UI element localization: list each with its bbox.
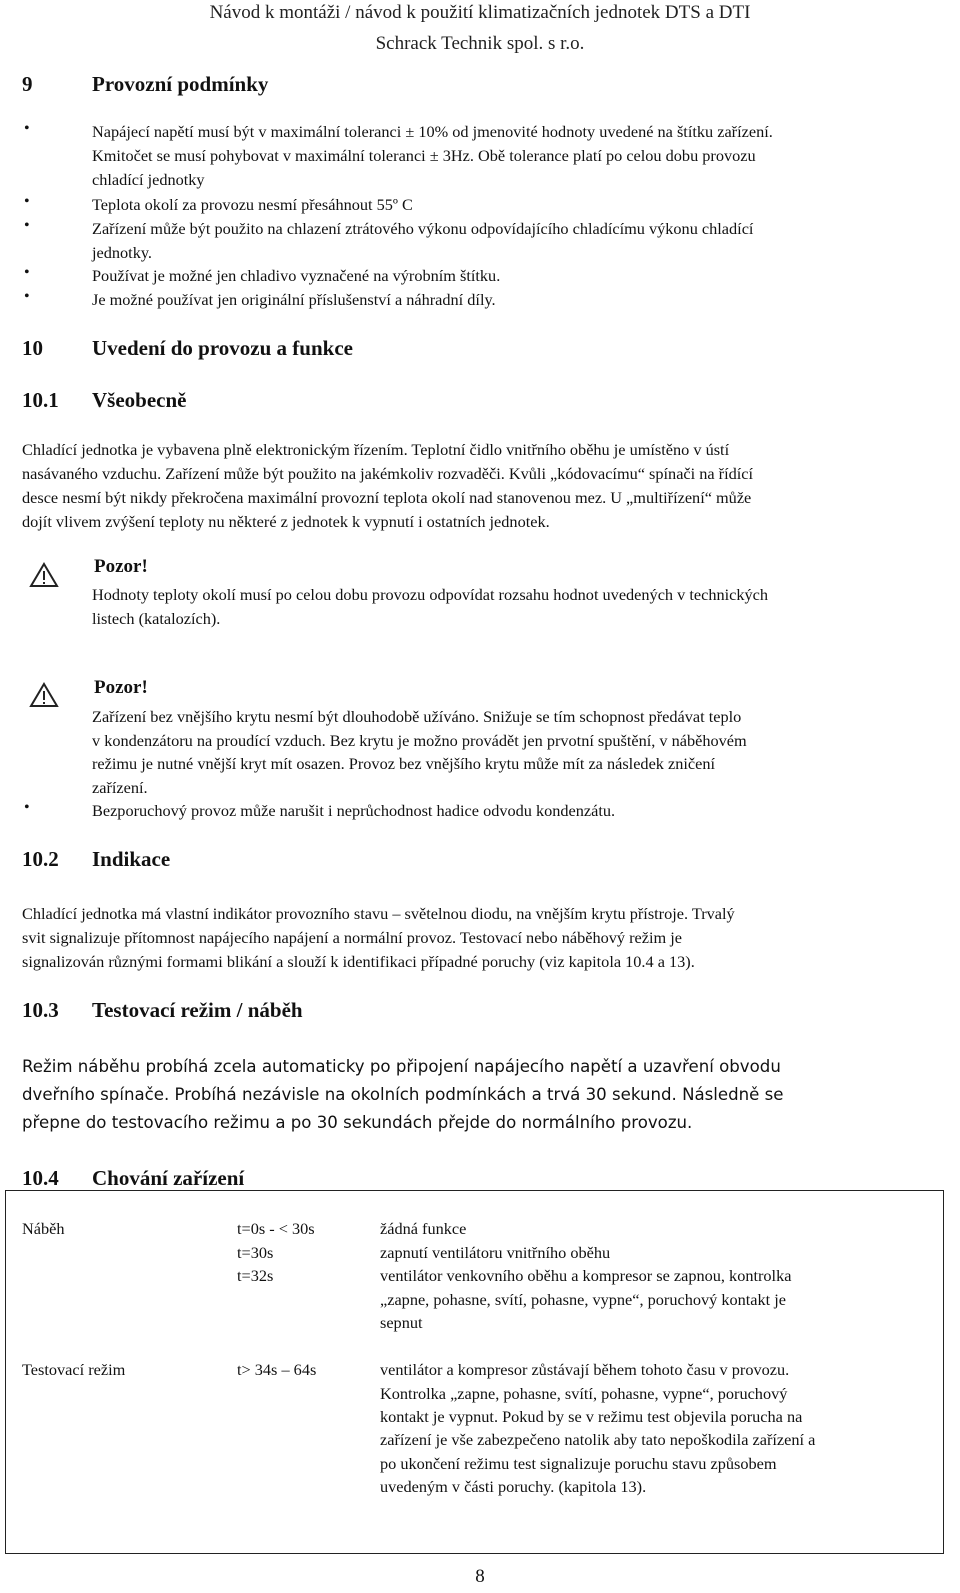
table-row-1-time-3: t=32s <box>237 1266 274 1285</box>
section-10-2-title: Indikace <box>92 847 171 871</box>
s9-bullet-5: Je možné používat jen originální příslušenství a náhradní díly. <box>92 290 496 309</box>
warning-triangle-icon <box>29 562 59 593</box>
warning-2-bullet: Bezporuchový provoz může narušit i neprůchodnost hadice odvodu kondenzátu. <box>92 801 616 820</box>
s9-bullet-3-line-1: Zařízení může být použito na chlazení ztrátového výkonu odpovídajícího chladícímu výkonu chladící <box>92 219 754 238</box>
s101-paragraph-line-1: Chladící jednotka je vybavena plně elektronickým řízením. Teplotní čidlo vnitřního oběhu je umístěno v ústí <box>22 440 730 459</box>
section-10-1-number: 10.1 <box>22 388 59 412</box>
s101-paragraph-line-2: nasávaného vzduchu. Zařízení může být použito na jakémkoliv rozvaděči. Kvůli „kódovacímu“ spínači na řídící <box>22 464 754 483</box>
warning-triangle-icon <box>29 682 59 713</box>
warning-1-line-2: listech (katalozích). <box>92 609 221 628</box>
s102-paragraph-line-3: signalizován různými formami blikání a slouží k identifikaci případné poruchy (viz kapitola 10.4 a 13). <box>22 952 695 971</box>
section-10-4-title: Chování zařízení <box>92 1166 245 1190</box>
bullet-icon: • <box>24 799 30 816</box>
document-header-company: Schrack Technik spol. s r.o. <box>375 33 585 54</box>
s9-bullet-1-line-1: Napájecí napětí musí být v maximální toleranci ± 10% od jmenovité hodnoty uvedené na štítku zařízení. <box>92 122 773 141</box>
warning-1-title: Pozor! <box>94 556 148 577</box>
table-row-1-time-1: t=0s - < 30s <box>237 1219 315 1238</box>
section-10-2-number: 10.2 <box>22 847 59 871</box>
section-10-3-number: 10.3 <box>22 998 59 1022</box>
table-row-1-desc-1: žádná funkce <box>380 1219 467 1238</box>
s103-paragraph-line-1: Režim náběhu probíhá zcela automaticky po připojení napájecího napětí a uzavření obvodu <box>22 1057 781 1076</box>
s102-paragraph-line-2: svit signalizuje přítomnost napájecího napájení a normální provoz. Testovací nebo náběhový režim je <box>22 928 683 947</box>
s9-bullet-1-line-3: chladící jednotky <box>92 170 205 189</box>
s103-paragraph-line-3: přepne do testovacího režimu a po 30 sekundách přejde do normálního provozu. <box>22 1113 693 1132</box>
s102-paragraph-line-1: Chladící jednotka má vlastní indikátor provozního stavu – světelnou diodu, na vnějším krytu přístroje. Trvalý <box>22 904 735 923</box>
section-10-number: 10 <box>22 336 43 360</box>
bullet-icon: • <box>24 288 30 305</box>
table-row-2-desc-2: Kontrolka „zapne, pohasne, svítí, pohasne, vypne“, poruchový <box>380 1384 788 1403</box>
s101-paragraph-line-4: dojít vlivem zvýšení teploty nu některé z jednotek k vypnutí i ostatních jednotek. <box>22 512 550 531</box>
bullet-icon: • <box>24 193 30 210</box>
section-10-title: Uvedení do provozu a funkce <box>92 336 353 360</box>
table-row-1-desc-5: sepnut <box>380 1313 423 1332</box>
table-row-1-desc-4: „zapne, pohasne, svítí, pohasne, vypne“, poruchový kontakt je <box>380 1290 787 1309</box>
s9-bullet-3-line-2: jednotky. <box>92 243 152 262</box>
s9-bullet-1-line-2: Kmitočet se musí pohybovat v maximální toleranci ± 3Hz. Obě tolerance platí po celou dobu provozu <box>92 146 756 165</box>
table-row-2-desc-5: po ukončení režimu test signalizuje poruchu stavu způsobem <box>380 1454 777 1473</box>
warning-2-title: Pozor! <box>94 677 148 698</box>
table-row-2-desc-3: kontakt je vypnut. Pokud by se v režimu test objevila porucha na <box>380 1407 803 1426</box>
warning-2-line-3: režimu je nutné vnější kryt mít osazen. Provoz bez vnějšího krytu může mít za následek zničení <box>92 754 716 773</box>
section-9-number: 9 <box>22 72 33 96</box>
table-row-2-desc-4: zařízení je vše zabezpečeno natolik aby tato nepoškodila zařízení a <box>380 1430 816 1449</box>
section-9-title: Provozní podmínky <box>92 72 269 96</box>
section-10-3-title: Testovací režim / náběh <box>92 998 303 1022</box>
warning-2-line-4: zařízení. <box>92 778 148 797</box>
table-row-2-desc-6: uvedeným v části poruchy. (kapitola 13). <box>380 1477 647 1496</box>
s101-paragraph-line-3: desce nesmí být nikdy překročena maximální provozní teplota okolí nad stanovenou mez. U „multiřízení“ může <box>22 488 752 507</box>
warning-2-line-2: v kondenzátoru na proudící vzduch. Bez krytu je možno provádět jen prvotní spuštění, v náběhovém <box>92 731 747 750</box>
table-row-2-mode: Testovací režim <box>22 1360 126 1379</box>
bullet-icon: • <box>24 264 30 281</box>
table-row-1-mode: Náběh <box>22 1219 65 1238</box>
table-row-1-desc-2: zapnutí ventilátoru vnitřního oběhu <box>380 1243 611 1262</box>
warning-1-line-1: Hodnoty teploty okolí musí po celou dobu provozu odpovídat rozsahu hodnot uvedených v technických <box>92 585 768 604</box>
section-10-1-title: Všeobecně <box>92 388 187 412</box>
bullet-icon: • <box>24 120 30 137</box>
bullet-icon: • <box>24 217 30 234</box>
table-row-2-time-1: t> 34s – 64s <box>237 1360 317 1379</box>
warning-2-line-1: Zařízení bez vnějšího krytu nesmí být dlouhodobě užíváno. Snižuje se tím schopnost předávat teplo <box>92 707 742 726</box>
s103-paragraph-line-2: dveřního spínače. Probíhá nezávisle na okolních podmínkách a trvá 30 sekund. Následně se <box>22 1085 784 1104</box>
s9-bullet-2: Teplota okolí za provozu nesmí přesáhnout 55º C <box>92 195 413 214</box>
document-header-title: Návod k montáži / návod k použití klimatizačních jednotek DTS a DTI <box>209 2 751 23</box>
table-row-2-desc-1: ventilátor a kompresor zůstávají během tohoto času v provozu. <box>380 1360 790 1379</box>
table-row-1-time-2: t=30s <box>237 1243 274 1262</box>
section-10-4-number: 10.4 <box>22 1166 59 1190</box>
s9-bullet-4: Používat je možné jen chladivo vyznačené na výrobním štítku. <box>92 266 501 285</box>
page-number: 8 <box>475 1566 485 1587</box>
table-row-1-desc-3: ventilátor venkovního oběhu a kompresor se zapnou, kontrolka <box>380 1266 792 1285</box>
